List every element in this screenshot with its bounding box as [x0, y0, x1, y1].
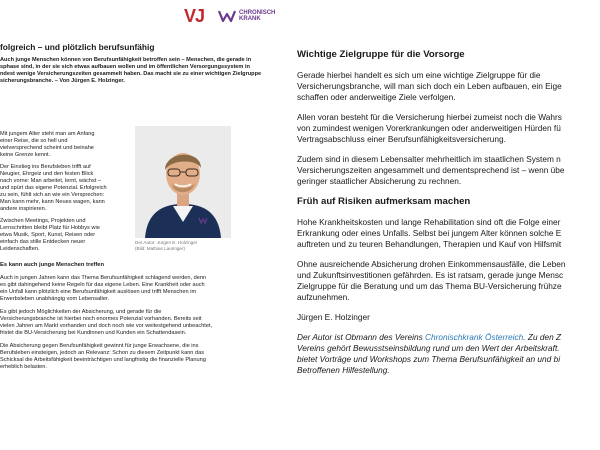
section-heading: Früh auf Risiken aufmerksam machen: [297, 196, 471, 207]
chronischkrank-logo-line2: KRANK: [239, 16, 261, 22]
body-paragraph: [297, 217, 600, 250]
text-line: bietet Vorträge und Workshops zum Thema Berufsunfähigkeit an und bi: [297, 354, 561, 364]
article-left-column: [0, 44, 283, 377]
body-paragraph: [297, 259, 600, 303]
text-line: keine Grenze kennt.: [0, 152, 51, 158]
header-logos: [184, 6, 275, 26]
text-line: und spürt das eigene Potenzial. Erfolgreich: [0, 185, 107, 191]
text-line: Allen voran besteht für die Versicherung hierbei zumeist noch die Wahrs: [297, 112, 562, 122]
lead-line: ndest wenige Versicherungszeiten gesammelt haben. Das macht sie zu einer wichtigen Zielgruppe: [0, 71, 262, 77]
text-line: Mit jungem Alter steht man am Anfang: [0, 131, 95, 137]
body-paragraph: [297, 112, 600, 145]
text-line: Man kann mehr, kann Neues wagen, kann: [0, 199, 105, 205]
text-line: Leidenschaften.: [0, 246, 40, 252]
text-line: Erwerbsleben unabhängig vom Lebensalter.: [0, 296, 110, 302]
article-right-column: [297, 44, 600, 385]
intro-paragraph: [0, 218, 125, 253]
text-line: Lernschritten bleibt Platz für Hobbys wie: [0, 225, 100, 231]
chronischkrank-emblem-icon: [218, 9, 236, 23]
intro-paragraph: [0, 164, 125, 213]
text-line: Zwischen Meetings, Projekten und: [0, 218, 86, 224]
text-line: Vertragsabschluss einer Berufsunfähigkeitsversicherung.: [297, 134, 506, 144]
text-line: erheblich belasten.: [0, 364, 47, 370]
section-heading: Wichtige Zielgruppe für die Vorsorge: [297, 49, 465, 60]
text-line: Zudem sind in diesem Lebensalter mehrheitlich im staatlichen System n: [297, 154, 561, 164]
author-bio: [297, 332, 600, 376]
photo-caption: [135, 240, 231, 251]
text-line: Vereins gehört Bewusstseinsbildung rund um den Wert der Arbeitskraft.: [297, 343, 560, 353]
text-line: auftreten und zu teuren Behandlungen, Therapien und Kauf von Hilfsmit: [297, 239, 562, 249]
body-paragraph: [297, 70, 600, 103]
author-signature: Jürgen E. Holzinger: [297, 312, 370, 322]
text-line: Es gibt jedoch Möglichkeiten der Absicherung, und gerade für die: [0, 309, 162, 315]
chronischkrank-link[interactable]: Chronischkrank Österreich: [425, 332, 524, 342]
text-line: Die Absicherung gegen Berufsunfähigkeit gewinnt für junge Erwachsene, die ins: [0, 343, 199, 349]
author-photo: [135, 126, 231, 256]
text-line: schaffen oder anderweitige Ziele verfolgen.: [297, 92, 456, 102]
text-line: Versicherungsbranche, will man sich doch ein Leben aufbauen, ein Eige: [297, 81, 562, 91]
article-lead: [0, 57, 283, 85]
text-line: von zumindest wenigen Vorerkrankungen oder anderweitigen Hürden fü: [297, 123, 561, 133]
text-line: Auch in jungen Jahren kann das Thema Berufsunfähigkeit schlagend werden, denn: [0, 275, 207, 281]
chronischkrank-logo-line1: CHRONISCH: [239, 10, 276, 16]
intro-section: [0, 131, 283, 253]
text-line: Versicherungsbranche ist hierbei noch enormes Potenzial vorhanden. Bereits seit: [0, 316, 202, 322]
text-line: andere inspirieren.: [0, 206, 47, 212]
text-line: aufzunehmen.: [297, 292, 350, 302]
intro-paragraph: [0, 131, 125, 159]
text-line: etwa Musik, Sport, Kunst, Reisen oder: [0, 232, 96, 238]
text-line: geringer staatlicher Absicherung zu rechnen.: [297, 176, 462, 186]
text-line: Versicherungszeiten angesammelt und dementsprechend ist – wenn übe: [297, 165, 565, 175]
text-line: Berufsleben einsteigen, jedoch an Relevanz: Schon zu diesem Zeitpunkt kann das: [0, 350, 204, 356]
lead-line: sphase sind, in der sie sich etwas aufbauen wollen und im öffentlichen Versorgungssystem in: [0, 64, 250, 70]
text-line: Schicksal die Arbeitsfähigkeit beeinträchtigen und langfristig die finanzielle Planung: [0, 357, 206, 363]
body-paragraph: [0, 309, 283, 337]
lead-line: Auch junge Menschen können von Berufsunfähigkeit betroffen sein – Menschen, die gerade in: [0, 57, 252, 63]
body-paragraph: [0, 275, 283, 303]
body-paragraph: [297, 154, 600, 187]
caption-line: Der Autor: Jürgen E. Holzinger: [135, 240, 198, 245]
chronischkrank-logo: [218, 9, 275, 23]
text-line: Ohne ausreichende Absicherung drohen Einkommensausfälle, die Leben: [297, 259, 566, 269]
text-line: einer Reise, die so hell und: [0, 138, 68, 144]
text-line: vielen Jahren am Markt vorhanden und doch noch wie vor weitestgehend unbeachtet,: [0, 323, 213, 329]
author-bio-text: Der Autor ist Obmann des Vereins: [297, 332, 426, 342]
author-bio-text: . Zu den Z: [523, 332, 562, 342]
text-line: nach vorne: Man arbeitet, lernt, wächst –: [0, 178, 102, 184]
intro-text: [0, 131, 125, 253]
author-photo-image: [135, 126, 231, 238]
article-title: folgreich – und plötzlich berufsunfähig: [0, 42, 155, 52]
text-line: Der Einstieg ins Berufsleben trifft auf: [0, 164, 91, 170]
vj-logo: VJ: [184, 5, 205, 26]
text-line: einfach das stille Entdecken neuer: [0, 239, 86, 245]
text-line: Hohe Krankheitskosten und lange Rehabilitation sind oft die Folge einer: [297, 217, 561, 227]
text-line: Zielgruppe für die Beratung und um das Thema BU-Versicherung frühze: [297, 281, 562, 291]
text-line: es gibt dahingehend keine Regeln für das eigene Leben. Eine Krankheit oder auch: [0, 282, 205, 288]
text-line: vielversprechend scheint und beinahe: [0, 145, 94, 151]
text-line: und Zukunftsinvestitionen gefährden. Es ist ratsam, gerade junge Mensc: [297, 270, 564, 280]
body-paragraph: [0, 343, 283, 371]
text-line: fristet die BU-Versicherung bei Kundinnen und Kunden ein Schattendasein.: [0, 330, 187, 336]
left-body: [0, 275, 283, 371]
text-line: ein Unfall kann plötzlich eine Berufsunfähigkeit auslösen und trifft Menschen im: [0, 289, 197, 295]
text-line: Gerade hierbei handelt es sich um eine wichtige Zielgruppe für die: [297, 70, 541, 80]
lead-line: sicherungsbranche. – Von Jürgen E. Holzinger.: [0, 78, 125, 84]
text-line: Neugier, Ehrgeiz und den festen Blick: [0, 171, 94, 177]
caption-line: (Bild: Mathias Lauringer): [135, 245, 186, 251]
text-line: Erkrankung oder eines Unfalls. Selbst bei jungem Alter können solche E: [297, 228, 562, 238]
text-line: zu sein, fühlt sich an wie ein Versprechen:: [0, 192, 105, 198]
text-line: Betroffenen Hilfestellung.: [297, 365, 390, 375]
section-heading: Es kann auch junge Menschen treffen: [0, 262, 105, 268]
